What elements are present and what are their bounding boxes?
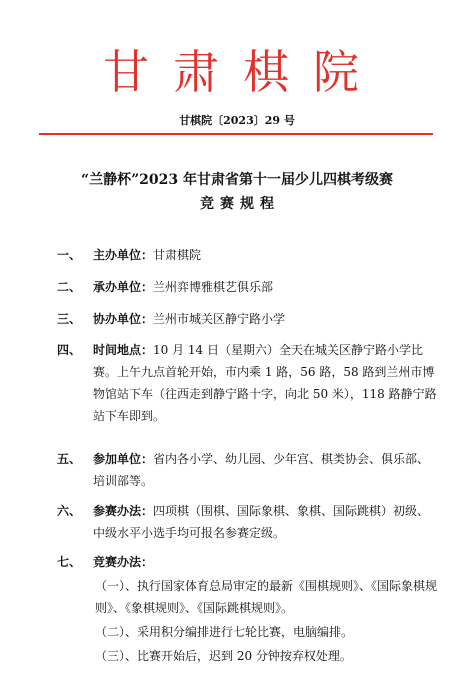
letterhead-divider xyxy=(39,133,433,135)
section-competition-method xyxy=(57,551,437,573)
section-organizer xyxy=(57,244,437,266)
section-label: 参加单位： xyxy=(93,452,154,466)
section-label: 协办单位： xyxy=(93,312,154,326)
org-letterhead-title: 甘肃棋院 xyxy=(103,45,383,99)
section-label: 竞赛办法： xyxy=(93,555,154,569)
document-subtitle: 竞赛规程 xyxy=(200,196,280,212)
section-number: 四、 xyxy=(57,343,82,357)
section-entry-method xyxy=(57,500,437,544)
competition-rule-item: （二）、采用积分编排进行七轮比赛，电脑编排。 xyxy=(95,625,354,639)
section-number: 二、 xyxy=(57,280,82,294)
section-label: 参赛办法： xyxy=(93,504,154,518)
section-time-location xyxy=(57,339,437,427)
document-number: 甘棋院〔2023〕29 号 xyxy=(179,114,295,127)
section-host xyxy=(57,276,437,298)
section-text: 10 月 14 日（星期六）全天在城关区静宁路小学比赛。上午九点首轮开始，市内乘 1 路，56 路，58 路到兰州市博物馆站下车（往西走到静宁路十字，向北 50 米），118 路静宁路站下车即到。 xyxy=(93,343,437,423)
section-label: 主办单位： xyxy=(93,248,154,262)
competition-rule-item: （三）、比赛开始后，迟到 20 分钟按弃权处理。 xyxy=(95,649,352,663)
section-text: 甘肃棋院 xyxy=(153,248,202,262)
section-number: 六、 xyxy=(57,504,82,518)
section-text: 四项棋（围棋、国际象棋、象棋、国际跳棋）初级、中级水平小选手均可报名参赛定级。 xyxy=(93,504,430,540)
section-text: 兰州弈博雅棋艺俱乐部 xyxy=(153,280,274,294)
competition-rule-item: （一）、执行国家体育总局审定的最新《围棋规则》、《国际象棋规则》、《象棋规则》、《国际跳棋规则》。 xyxy=(95,579,438,615)
section-number: 三、 xyxy=(57,312,82,326)
section-label: 时间地点： xyxy=(93,343,154,357)
section-participants xyxy=(57,448,437,492)
section-text: 省内各小学、幼儿园、少年宫、棋类协会、俱乐部、培训部等。 xyxy=(93,452,430,488)
document-title: “兰静杯”2023 年甘肃省第十一届少儿四棋考级赛 xyxy=(81,172,393,188)
section-number: 七、 xyxy=(57,555,82,569)
section-number: 一、 xyxy=(57,248,82,262)
section-label: 承办单位： xyxy=(93,280,154,294)
section-number: 五、 xyxy=(57,452,82,466)
section-text: 兰州市城关区静宁路小学 xyxy=(153,312,286,326)
section-co-organizer xyxy=(57,308,437,330)
